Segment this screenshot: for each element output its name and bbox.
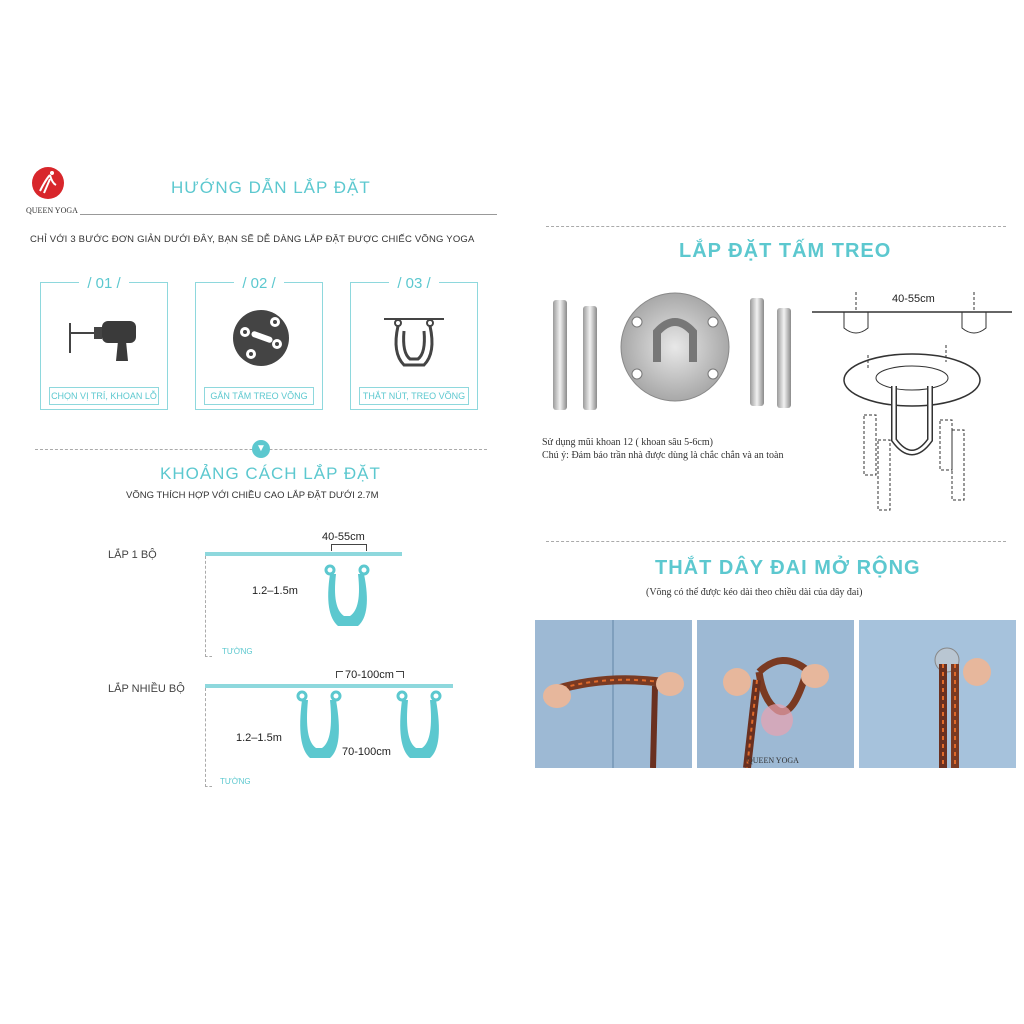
step-box-1 (40, 275, 168, 410)
strap-step-image (535, 620, 692, 768)
step-number: / 01 / (79, 275, 129, 292)
height-label: 1.2–1.5m (252, 585, 298, 597)
brand-name: QUEEN YOGA (26, 206, 78, 215)
title-divider (80, 214, 497, 215)
step-box-2 (195, 275, 323, 410)
strap-step-image (697, 620, 854, 768)
hammock-icon (384, 313, 444, 373)
plate-width-label: 40-55cm (892, 293, 935, 305)
wall-line-multi (205, 688, 212, 787)
hammock-diagram-a (292, 688, 348, 764)
spacing-label-2: 70-100cm (342, 746, 391, 758)
step-number: / 02 / (234, 275, 284, 292)
wall-label-multi: TƯỜNG (220, 777, 251, 786)
drill-note: Sử dụng mũi khoan 12 ( khoan sâu 5-6cm) (542, 437, 713, 448)
page-title: HƯỚNG DẪN LẮP ĐẶT (171, 178, 371, 197)
height-label-multi: 1.2–1.5m (236, 732, 282, 744)
hardware-photo (545, 292, 805, 417)
step-label: THẮT NÚT, TREO VÕNG (359, 387, 469, 405)
strap-title: THẮT DÂY ĐAI MỞ RỘNG (655, 557, 921, 579)
chevron-down-icon: ▼ (252, 440, 270, 458)
step-label: GẮN TẤM TREO VÕNG (204, 387, 314, 405)
hammock-diagram (320, 556, 376, 632)
distance-subtitle: VÕNG THÍCH HỢP VỚI CHIỀU CAO LẮP ĐẶT DƯỚI 2.7M (126, 490, 379, 501)
wall-line (205, 556, 212, 657)
strap-subtitle: (Võng có thể được kéo dài theo chiều dài của dây đai) (646, 587, 863, 598)
strap-step-image (859, 620, 1016, 768)
plate-icon (231, 308, 291, 368)
right-divider-top (546, 226, 1006, 227)
right-divider-mid (546, 541, 1006, 542)
strap-photo-2 (697, 620, 854, 768)
step-box-3 (350, 275, 478, 410)
step-number: / 03 / (389, 275, 439, 292)
plate-title: LẮP ĐẶT TẤM TREO (679, 240, 892, 262)
distance-title: KHOẢNG CÁCH LẮP ĐẶT (160, 464, 381, 483)
strap-photo-1 (535, 620, 692, 768)
drill-icon (66, 313, 146, 363)
watermark: QUEEN YOGA (747, 756, 799, 765)
safety-note: Chú ý: Đảm bảo trần nhà được dùng là chắc chắn và an toàn (542, 450, 784, 461)
width-label: 40-55cm (322, 531, 365, 543)
intro-text: CHỈ VỚI 3 BƯỚC ĐƠN GIẢN DƯỚI ĐÂY, BẠN SẼ DỄ DÀNG LẮP ĐẶT ĐƯỢC CHIẾC VÕNG YOGA (30, 234, 475, 245)
spacing-label: 70-100cm (345, 669, 394, 681)
single-label: LẮP 1 BỘ (108, 549, 157, 561)
width-dimension (331, 544, 367, 551)
hammock-diagram-b (392, 688, 448, 764)
strap-photo-3 (859, 620, 1016, 768)
step-label: CHỌN VỊ TRÍ, KHOAN LỖ (49, 387, 159, 405)
plate-install-drawing (812, 290, 1017, 515)
wall-label: TƯỜNG (222, 647, 253, 656)
multi-label: LẮP NHIỀU BỘ (108, 683, 185, 695)
